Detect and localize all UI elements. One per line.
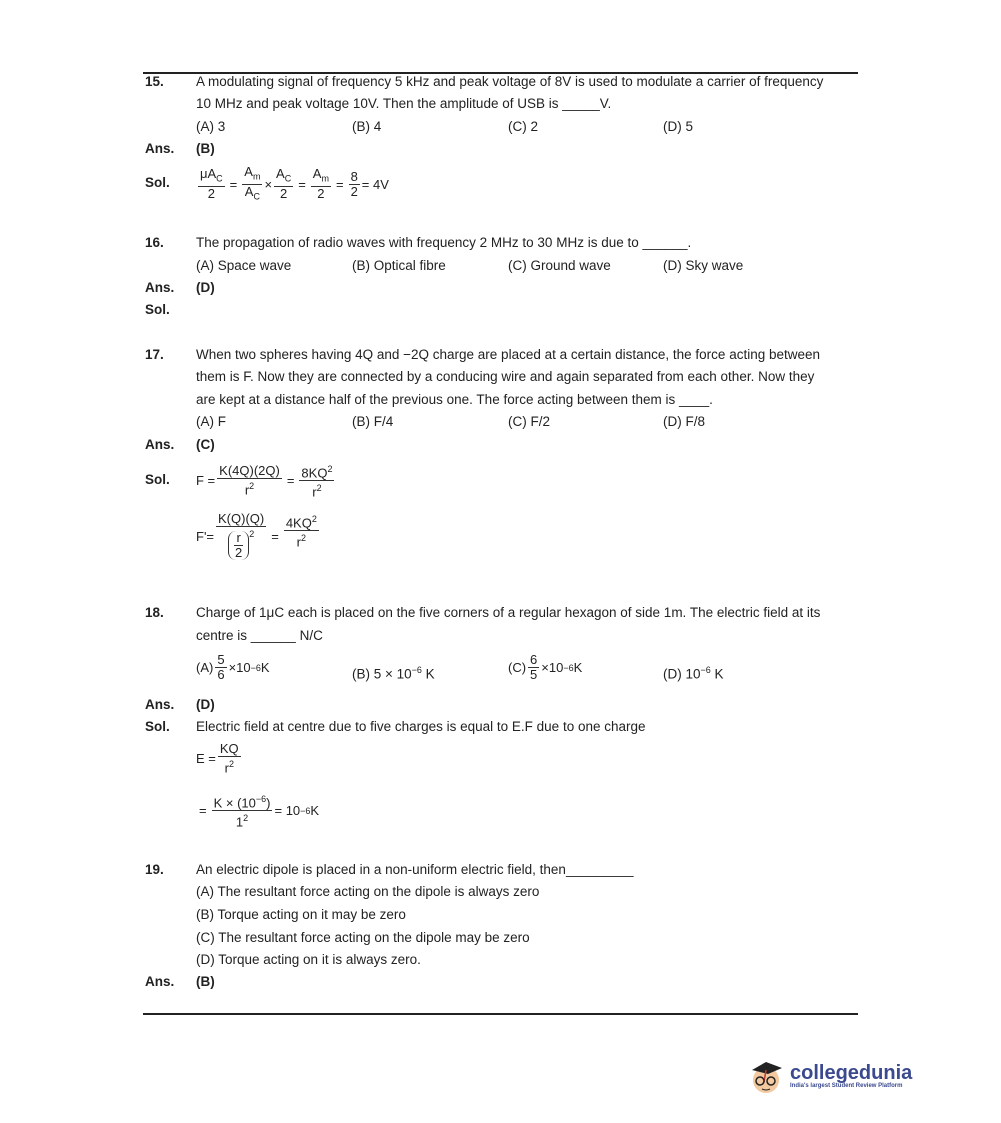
- solution-equation: E = $\frac{KQ}{r^2}$: [196, 741, 239, 776]
- option-b: (B) Torque acting on it may be zero: [196, 907, 406, 922]
- option-d: (D) 5: [663, 119, 693, 134]
- question-text: An electric dipole is placed in a non-uniform electric field, then_________: [196, 862, 634, 877]
- answer-label: Ans.: [145, 141, 175, 156]
- question-text: A modulating signal of frequency 5 kHz and peak voltage of 8V is used to modulate a carrier of frequency: [196, 74, 824, 89]
- option-c: (C) $\frac{6}{5}$ ×10 −6 K: [508, 652, 583, 682]
- answer-value: (B): [196, 974, 215, 989]
- answer-label: Ans.: [145, 437, 175, 452]
- answer-value: (B): [196, 141, 215, 156]
- option-c: (C) 2: [508, 119, 538, 134]
- option-b: (B) $5 \times 10^{-6}$ K: [352, 665, 435, 682]
- question-number: 15.: [145, 74, 164, 89]
- answer-value: (D): [196, 280, 215, 295]
- question-text: them is F. Now they are connected by a conducing wire and again separated from each other. Now they: [196, 369, 815, 384]
- bottom-rule: [143, 1013, 858, 1015]
- option-d: (D) Torque acting on it is always zero.: [196, 952, 421, 967]
- solution-equation: $\frac{\mu A_C}{2}$ = $\frac{A_m}{A_C}$ × $\frac{A_C}{2}$ = $\frac{A_m}{2}$ = $\frac{8}{2}$ = 4V: [200, 164, 389, 202]
- solution-label: Sol.: [145, 175, 170, 190]
- question-text: 10 MHz and peak voltage 10V. Then the amplitude of USB is _____V.: [196, 96, 612, 111]
- solution-text: Electric field at centre due to five charges is equal to E.F due to one charge: [196, 719, 646, 734]
- mascot-icon: [748, 1056, 784, 1096]
- option-d: (D) $10^{-6}$ K: [663, 665, 724, 682]
- option-a: (A) $\frac{5}{6}$ ×10 −6 K: [196, 652, 270, 682]
- option-b: (B) Optical fibre: [352, 258, 446, 273]
- answer-value: (C): [196, 437, 215, 452]
- solution-equation: F = $\frac{K(4Q)(2Q)}{r^2}$ = $\frac{8KQ^2}{r^2}$: [196, 463, 333, 500]
- answer-value: (D): [196, 697, 215, 712]
- collegedunia-logo: [748, 1056, 912, 1096]
- solution-label: Sol.: [145, 719, 170, 734]
- answer-label: Ans.: [145, 974, 175, 989]
- option-a: (A) 3: [196, 119, 226, 134]
- option-d: (D) F/8: [663, 414, 705, 429]
- question-text: are kept at a distance half of the previous one. The force acting between them is ____.: [196, 392, 713, 407]
- option-d: (D) Sky wave: [663, 258, 744, 273]
- question-text: centre is ______ N/C: [196, 628, 323, 643]
- question-text: Charge of 1μC each is placed on the five corners of a regular hexagon of side 1m. The electric field at its: [196, 605, 821, 620]
- option-b: (B) 4: [352, 119, 382, 134]
- question-number: 19.: [145, 862, 164, 877]
- logo-tagline: India's largest Student Review Platform: [790, 1083, 903, 1089]
- option-c: (C) The resultant force acting on the dipole may be zero: [196, 930, 530, 945]
- solution-equation: F'= K(Q)(Q) $\frac{r}{2}$ $^2$ = $\frac{4KQ^2}{r^2}$: [196, 511, 317, 561]
- question-number: 18.: [145, 605, 164, 620]
- question-text: When two spheres having 4Q and −2Q charge are placed at a certain distance, the force acting between: [196, 347, 821, 362]
- question-number: 16.: [145, 235, 164, 250]
- option-c: (C) F/2: [508, 414, 550, 429]
- solution-label: Sol.: [145, 472, 170, 487]
- solution-equation: = $\frac{K \times (10^{-6})}{1^2}$ = 10 −6 K: [199, 794, 320, 830]
- question-text: The propagation of radio waves with frequency 2 MHz to 30 MHz is due to ______.: [196, 235, 692, 250]
- option-b: (B) F/4: [352, 414, 394, 429]
- option-a: (A) F: [196, 414, 226, 429]
- option-a: (A) Space wave: [196, 258, 292, 273]
- answer-label: Ans.: [145, 280, 175, 295]
- answer-label: Ans.: [145, 697, 175, 712]
- logo-name: collegedunia: [790, 1062, 913, 1084]
- option-a: (A) The resultant force acting on the dipole is always zero: [196, 884, 540, 899]
- option-c: (C) Ground wave: [508, 258, 611, 273]
- question-number: 17.: [145, 347, 164, 362]
- solution-label: Sol.: [145, 302, 170, 317]
